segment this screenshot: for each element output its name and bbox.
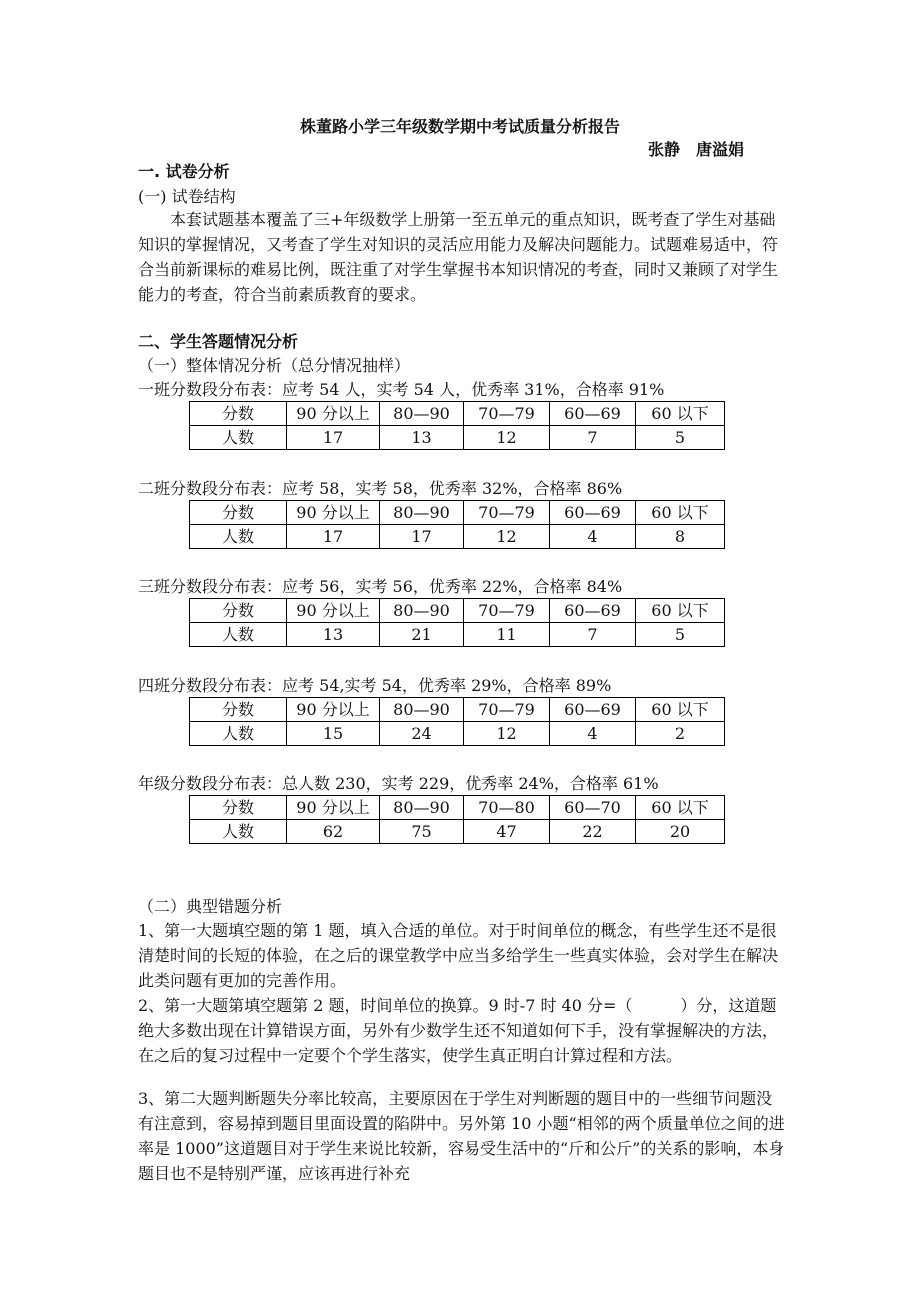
table-cell: 90 分以上 [287, 402, 380, 426]
table-cell: 人数 [190, 722, 287, 746]
table-cell: 人数 [190, 820, 287, 844]
table-header-row [190, 796, 725, 820]
table-caption-class2: 二班分数段分布表：应考 58，实考 58，优秀率 32%，合格率 86% [138, 479, 623, 498]
table-cell: 80—90 [380, 501, 464, 525]
table-cell: 13 [287, 623, 380, 647]
table-caption-class1: 一班分数段分布表：应考 54 人，实考 54 人，优秀率 31%，合格率 91% [138, 380, 665, 399]
table-cell: 75 [380, 820, 464, 844]
table-caption-class4: 四班分数段分布表：应考 54,实考 54，优秀率 29%，合格率 89% [138, 676, 612, 695]
table-cell: 47 [464, 820, 550, 844]
table-cell: 5 [636, 623, 725, 647]
table-cell: 60—70 [550, 796, 636, 820]
table-row [190, 623, 725, 647]
table-cell: 人数 [190, 623, 287, 647]
table-row [190, 820, 725, 844]
table-cell: 分数 [190, 698, 287, 722]
error-analysis-item-1: 1、第一大题填空题的第 1 题，填入合适的单位。对于时间单位的概念，有些学生还不是很清楚时间的长短的体验，在之后的课堂教学中应当多给学生一些真实体验，会对学生在解决此类问题有更加的完善作用。 [138, 921, 779, 990]
table-cell: 5 [636, 426, 725, 450]
table-cell: 12 [464, 525, 550, 549]
table-cell: 60 以下 [636, 599, 725, 623]
table-cell: 80—90 [380, 796, 464, 820]
table-row [190, 722, 725, 746]
score-distribution-table-grade [189, 795, 725, 844]
score-distribution-table-class1 [189, 401, 725, 450]
table-cell: 70—80 [464, 796, 550, 820]
table-cell: 90 分以上 [287, 599, 380, 623]
table-header-row [190, 698, 725, 722]
table-header-row [190, 599, 725, 623]
table-cell: 7 [550, 623, 636, 647]
table-caption-class3: 三班分数段分布表：应考 56，实考 56，优秀率 22%，合格率 84% [138, 577, 623, 596]
table-cell: 62 [287, 820, 380, 844]
table-row [190, 525, 725, 549]
table-cell: 60—69 [550, 599, 636, 623]
table-cell: 15 [287, 722, 380, 746]
table-cell: 17 [380, 525, 464, 549]
table-header-row [190, 501, 725, 525]
report-title: 株董路小学三年级数学期中考试质量分析报告 [299, 117, 620, 136]
table-cell: 60—69 [550, 501, 636, 525]
error-analysis-item-3: 3、第二大题判断题失分率比较高，主要原因在于学生对判断题的题目中的一些细节问题没有注意到，容易掉到题目里面设置的陷阱中。另外第 10 小题“相邻的两个质量单位之间的进率是 1000”这道题目对于学生来说比较新，容易受生活中的“斤和公斤”的关系的影响，本身题目也不是特别严谨，应该再进行补充 [138, 1089, 785, 1183]
table-cell: 80—90 [380, 599, 464, 623]
section-heading-student-answers: 二、学生答题情况分析 [138, 332, 299, 351]
table-cell: 60—69 [550, 402, 636, 426]
table-cell: 60 以下 [636, 796, 725, 820]
table-cell: 人数 [190, 426, 287, 450]
table-cell: 20 [636, 820, 725, 844]
table-cell: 70—79 [464, 698, 550, 722]
table-header-row [190, 402, 725, 426]
table-cell: 7 [550, 426, 636, 450]
table-cell: 17 [287, 525, 380, 549]
table-cell: 90 分以上 [287, 796, 380, 820]
table-cell: 4 [550, 722, 636, 746]
table-cell: 60 以下 [636, 501, 725, 525]
report-authors: 张静 唐溢娟 [648, 140, 745, 159]
table-cell: 70—79 [464, 501, 550, 525]
table-cell: 2 [636, 722, 725, 746]
table-cell: 60—69 [550, 698, 636, 722]
table-cell: 分数 [190, 501, 287, 525]
table-cell: 80—90 [380, 698, 464, 722]
table-cell: 12 [464, 426, 550, 450]
error-analysis-item-2: 2、第一大题第填空题第 2 题，时间单位的换算。9 时-7 时 40 分=（ ）分，这道题绝大多数出现在计算错误方面，另外有少数学生还不知道如何下手，没有掌握解决的方法，在之后的复习过程中一定要个个学生落实，使学生真正明白计算过程和方法。 [138, 996, 779, 1065]
paper-structure-paragraph: 本套试题基本覆盖了三+年级数学上册第一至五单元的重点知识，既考查了学生对基础知识的掌握情况，又考查了学生对知识的灵活应用能力及解决问题能力。试题难易适中，符合当前新课标的难易比例，既注重了对学生掌握书本知识情况的考查，同时又兼顾了对学生能力的考查，符合当前素质教育的要求。 [138, 210, 779, 304]
score-distribution-table-class2 [189, 500, 725, 549]
table-cell: 17 [287, 426, 380, 450]
table-cell: 4 [550, 525, 636, 549]
section-heading-paper-analysis: 一. 试卷分析 [138, 162, 230, 181]
table-cell: 24 [380, 722, 464, 746]
table-cell: 21 [380, 623, 464, 647]
table-cell: 90 分以上 [287, 501, 380, 525]
table-row [190, 426, 725, 450]
table-cell: 12 [464, 722, 550, 746]
table-cell: 人数 [190, 525, 287, 549]
table-cell: 60 以下 [636, 402, 725, 426]
subsection-overall-analysis: （一）整体情况分析（总分情况抽样） [138, 356, 411, 375]
table-cell: 90 分以上 [287, 698, 380, 722]
table-cell: 60 以下 [636, 698, 725, 722]
subsection-paper-structure: (一) 试卷结构 [138, 187, 236, 206]
score-distribution-table-class4 [189, 697, 725, 746]
table-caption-grade: 年级分数段分布表：总人数 230，实考 229，优秀率 24%，合格率 61% [138, 774, 659, 793]
table-cell: 22 [550, 820, 636, 844]
table-cell: 分数 [190, 599, 287, 623]
score-distribution-table-class3 [189, 598, 725, 647]
table-cell: 8 [636, 525, 725, 549]
table-cell: 13 [380, 426, 464, 450]
table-cell: 分数 [190, 402, 287, 426]
table-cell: 80—90 [380, 402, 464, 426]
table-cell: 70—79 [464, 599, 550, 623]
table-cell: 70—79 [464, 402, 550, 426]
table-cell: 11 [464, 623, 550, 647]
table-cell: 分数 [190, 796, 287, 820]
subsection-typical-errors: （二）典型错题分析 [138, 897, 283, 916]
